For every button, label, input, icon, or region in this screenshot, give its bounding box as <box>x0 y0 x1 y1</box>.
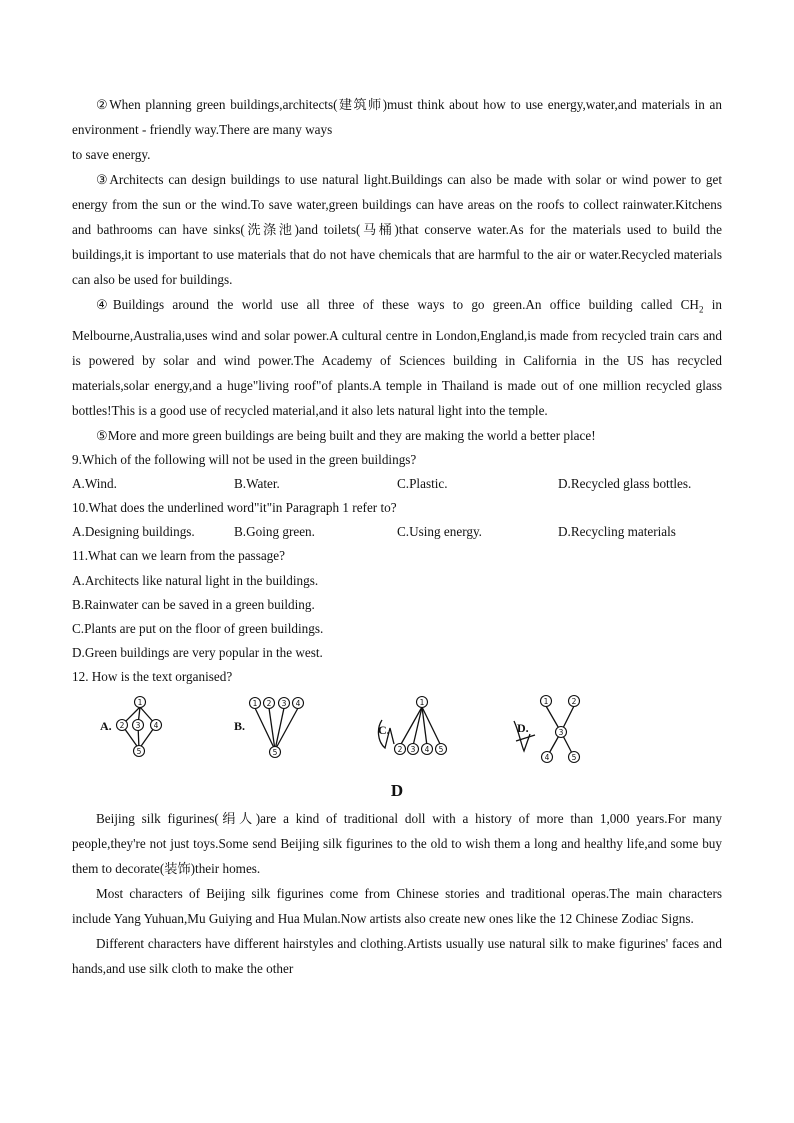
q9-option-a[interactable]: A.Wind. <box>72 475 117 491</box>
svg-text:2: 2 <box>397 744 403 754</box>
q9-option-d[interactable]: D.Recycled glass bottles. <box>558 475 692 491</box>
q9-option-c[interactable]: C.Plastic. <box>397 475 448 491</box>
svg-text:1: 1 <box>543 696 549 706</box>
diagram-label-c[interactable]: C. <box>378 722 390 737</box>
svg-text:1: 1 <box>137 697 143 707</box>
svg-text:4: 4 <box>295 698 301 708</box>
diagram-label-a[interactable]: A. <box>100 718 112 733</box>
document-page <box>72 92 722 981</box>
paragraph-2: ②When planning green buildings,architects(建筑师)must think about how to use energy,water,and materials in an environment - friendly way.There are many ways <box>72 97 722 137</box>
question-12-stem: 12. How is the text organised? <box>72 669 233 685</box>
structure-diagrams <box>72 694 722 778</box>
q9-option-b[interactable]: B.Water. <box>234 475 280 491</box>
question-10-options <box>72 520 722 544</box>
svg-text:4: 4 <box>544 752 550 762</box>
svg-text:3: 3 <box>558 727 564 737</box>
svg-text:3: 3 <box>281 698 287 708</box>
svg-text:5: 5 <box>136 746 142 756</box>
q10-option-b[interactable]: B.Going green. <box>234 524 315 540</box>
diagram-label-b[interactable]: B. <box>234 718 246 733</box>
paragraph-4-rest: in Melbourne,Australia,uses wind and solar power.A cultural centre in London,England,is made from recycled train cars and is powered by solar and wind power.The Academy of Sciences building in California in the US has recycled materials,solar energy,and a huge"living roof"of plants.A temple in Thailand is made out of one million recycled glass bottles!This is a good use of recycled material,and it also lets natural light into the temple. <box>72 297 722 418</box>
svg-text:1: 1 <box>252 698 258 708</box>
q11-option-d[interactable]: D.Green buildings are very popular in the west. <box>72 645 323 661</box>
svg-text:3: 3 <box>410 744 416 754</box>
paragraph-3: ③Architects can design buildings to use natural light.Buildings can also be made with solar or wind power to get energy from the sun or the wind.To save water,green buildings can have areas on the roofs to collect rainwater.Kitchens and bathrooms can have sinks(洗涤池)and toilets(马桶)that conserve water.As for the materials used to build the buildings,it is important to use materials that do not have chemicals that are harmful to the air or water.Recycled materials can also be used for buildings. <box>72 172 722 287</box>
section-d-heading: D <box>390 780 404 800</box>
q10-option-a[interactable]: A.Designing buildings. <box>72 524 195 540</box>
svg-text:5: 5 <box>438 744 444 754</box>
question-11-stem: 11.What can we learn from the passage? <box>72 548 285 564</box>
q11-option-b[interactable]: B.Rainwater can be saved in a green building. <box>72 596 315 612</box>
d-paragraph-1: Beijing silk figurines(绢人)are a kind of traditional doll with a history of more than 1,000 years.For many people,they're not just toys.Some send Beijing silk figurines to the old to wish them a long and healthy life,and some buy them to decorate(装饰)their homes. <box>72 810 722 876</box>
svg-text:5: 5 <box>272 747 278 757</box>
svg-text:4: 4 <box>153 720 159 730</box>
structure-diagrams-svg <box>72 694 722 778</box>
svg-text:2: 2 <box>266 698 272 708</box>
svg-text:2: 2 <box>571 696 577 706</box>
question-9-stem: 9.Which of the following will not be used in the green buildings? <box>72 451 417 467</box>
svg-text:2: 2 <box>119 720 125 730</box>
paragraph-2-continued: to save energy. <box>72 147 151 162</box>
q11-option-c[interactable]: C.Plants are put on the floor of green buildings. <box>72 621 324 637</box>
q11-option-a[interactable]: A.Architects like natural light in the buildings. <box>72 572 319 588</box>
paragraph-4-start: ④Buildings around the world use all three of these ways to go green.An office building called CH <box>96 297 699 312</box>
paragraph-5: ⑤More and more green buildings are being built and they are making the world a better place! <box>96 427 596 443</box>
question-10-stem: 10.What does the underlined word"it"in Paragraph 1 refer to? <box>72 500 397 516</box>
q10-option-c[interactable]: C.Using energy. <box>397 524 482 540</box>
diagram-label-d[interactable]: D. <box>517 720 529 735</box>
d-paragraph-3: Different characters have different hairstyles and clothing.Artists usually use natural silk to make figurines' faces and hands,and use silk cloth to make the other <box>72 935 722 976</box>
d-paragraph-2: Most characters of Beijing silk figurines come from Chinese stories and traditional operas.The main characters include Yang Yuhuan,Mu Guiying and Hua Mulan.Now artists also create new ones like the 12 Chinese Zodiac Signs. <box>72 885 722 926</box>
svg-text:4: 4 <box>424 744 430 754</box>
svg-text:3: 3 <box>135 720 141 730</box>
svg-text:5: 5 <box>571 752 577 762</box>
ch2-subscript: 2 <box>698 304 704 315</box>
svg-text:1: 1 <box>419 697 425 707</box>
paragraph-4 <box>72 292 722 423</box>
q10-option-d[interactable]: D.Recycling materials <box>558 524 676 540</box>
question-9-options <box>72 472 722 496</box>
